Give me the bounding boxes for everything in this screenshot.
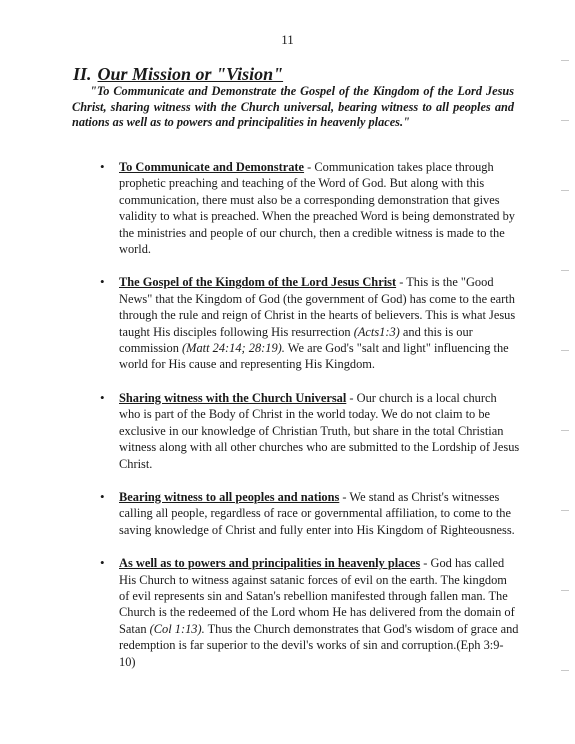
section-numeral: II. xyxy=(73,64,92,84)
item-separator: - xyxy=(304,160,315,174)
list-item xyxy=(100,274,520,372)
section-heading xyxy=(73,64,283,85)
mission-points-list xyxy=(100,159,520,670)
list-item xyxy=(100,159,520,257)
item-heading: The Gospel of the Kingdom of the Lord Jesus Christ xyxy=(119,275,397,290)
item-heading: Bearing witness to all peoples and nations xyxy=(119,489,340,504)
bullet-icon: • xyxy=(100,389,105,405)
scan-edge-marks xyxy=(559,40,569,720)
item-separator: - xyxy=(339,489,350,504)
list-item xyxy=(100,555,520,670)
list-item xyxy=(100,489,520,538)
item-text: We stand as Christ's witnesses calling all people, regardless of race or governmental affiliation, to come to the saving knowledge of Christ and fully enter into His Kingdom of Righteousness. xyxy=(119,489,515,537)
scripture-citation: (Col 1:13). xyxy=(149,621,205,636)
item-text: This is the "Good News" that the Kingdom of God (the government of God) has come to the earth through the rule and reign of Christ in the hearts of believers. This is what Jesus taught His disciples following His resurrection xyxy=(119,275,516,339)
section-title: Our Mission or "Vision" xyxy=(97,64,284,84)
bullet-icon: • xyxy=(100,555,105,571)
item-text: Thus the Church demonstrates that God's wisdom of grace and redemption is far superior to the devil's works of sin and corruption.(Eph 3:9-10) xyxy=(119,621,519,669)
item-text: and this is our commission xyxy=(119,324,473,356)
item-separator: - xyxy=(396,275,407,290)
item-text: Our church is a local church who is part of the Body of Christ in the world today. We do not claim to be exclusive in our knowledge of Christian Truth, but share in the total Christian witness along with all other churches who are submitted to the Lordship of Jesus Christ. xyxy=(119,390,520,471)
item-heading: To Communicate and Demonstrate xyxy=(119,160,305,174)
item-heading: As well as to powers and principalities in heavenly places xyxy=(119,556,421,571)
item-text: Communication takes place through prophetic preaching and teaching of the Word of God. But along with this communication, there must also be a corresponding demonstration that gives validity to what is preached. When the preached Word is being demonstrated by the ministries and people of our church, then a credible witness is made to the world. xyxy=(119,160,515,257)
bullet-icon: • xyxy=(100,274,105,290)
mission-statement: "To Communicate and Demonstrate the Gospel of the Kingdom of the Lord Jesus Christ, sharing witness with the Church universal, bearing witness to all peoples and nations as well as to powers and principalities in heavenly places." xyxy=(72,84,514,130)
item-separator: - xyxy=(420,556,431,571)
bullet-icon: • xyxy=(100,159,105,174)
scripture-citation: (Matt 24:14; 28:19). xyxy=(182,341,285,356)
list-item xyxy=(100,390,520,472)
bullet-icon: • xyxy=(100,488,105,504)
item-text: God has called His Church to witness against satanic forces of evil on the earth. The kingdom of evil represents sin and Satan's rebellion manifested through fallen man. The Church is the redeemed of the Lord whom He has delivered from the domain of Satan xyxy=(119,556,515,636)
item-separator: - xyxy=(346,390,357,405)
scripture-citation: (Acts1:3) xyxy=(353,324,400,339)
item-text: We are God's "salt and light" influencing the world for His cause and representing His Kingdom. xyxy=(119,341,509,372)
page-number: 11 xyxy=(281,32,294,47)
item-heading: Sharing witness with the Church Universal xyxy=(119,390,347,405)
